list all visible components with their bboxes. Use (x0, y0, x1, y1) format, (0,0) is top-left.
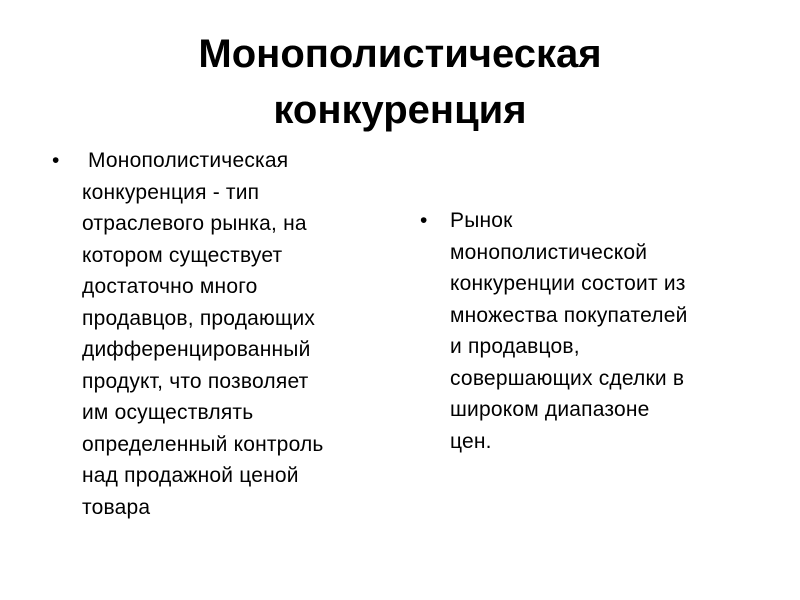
text-line: конкуренция - тип (82, 180, 260, 204)
right-column (420, 205, 770, 457)
text-line: продукт, что позволяет (82, 369, 309, 393)
bullet-item-definition (52, 145, 412, 523)
text-line: над продажной ценой (82, 464, 299, 487)
text-line: множества покупателей (450, 303, 688, 327)
text-line: цен. (450, 429, 492, 453)
bullet-text-market (420, 205, 770, 457)
text-line: совершающих сделки в (450, 366, 685, 390)
text-line: товара (82, 495, 151, 519)
bullet-text-definition (52, 145, 412, 523)
left-column (52, 145, 412, 523)
text-line: определенный контроль (82, 432, 324, 456)
text-line: Рынок (450, 209, 513, 232)
text-line: Монополистическая (88, 149, 289, 172)
text-line: широком диапазоне (450, 398, 650, 421)
slide-title (0, 26, 800, 138)
text-line: достаточно много (82, 275, 258, 298)
text-line: отраслевого рынка, на (82, 212, 307, 235)
text-line: продавцов, продающих (82, 306, 316, 330)
text-line: монополистической (450, 240, 648, 264)
bullet-dot-icon: • (420, 209, 428, 232)
text-line: конкуренции состоит из (450, 272, 686, 295)
bullet-dot-icon: • (52, 149, 60, 172)
text-line: и продавцов, (450, 335, 580, 358)
text-line: дифференцированный (82, 338, 311, 361)
text-line: котором существует (82, 243, 283, 267)
text-line: им осуществлять (82, 401, 254, 424)
slide-title-line-2: конкуренция (273, 88, 527, 132)
slide-title-line-1: Монополистическая (198, 32, 602, 76)
bullet-item-market (420, 205, 770, 457)
